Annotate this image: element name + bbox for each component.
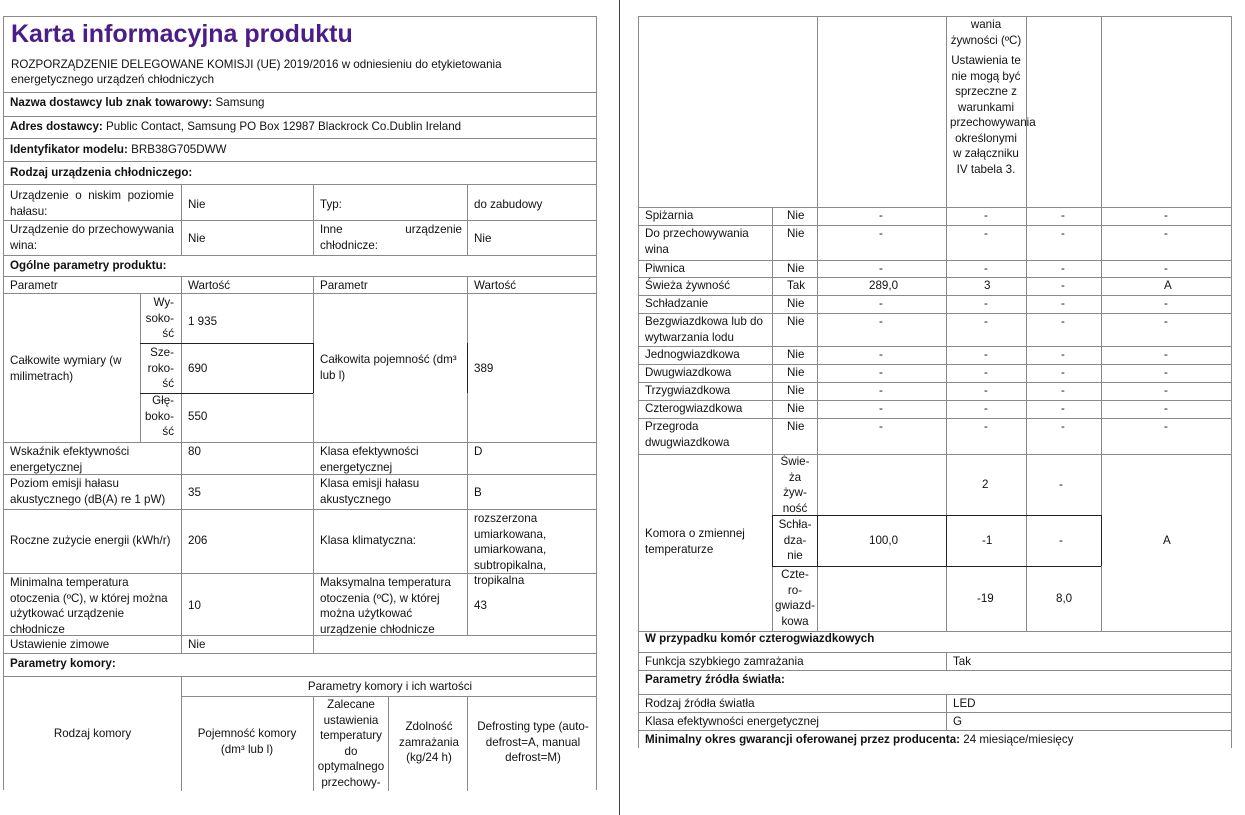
warranty-label: Minimalny okres gwarancji oferowanej przez producenta: — [645, 733, 961, 746]
total-volume-value: 389 — [474, 362, 494, 375]
compartment-name: Świeża żywność — [645, 279, 731, 292]
variable-compartment-defrost: A — [1163, 534, 1171, 547]
supplier-address-row — [10, 119, 461, 135]
compartment-present: Nie — [787, 315, 805, 328]
compartment-present: Nie — [787, 227, 805, 240]
left-page — [3, 16, 597, 790]
compartment-defrost: - — [1164, 402, 1168, 415]
rule — [4, 116, 596, 117]
appliance-type-heading: Rodzaj urządzenia chłodniczego: — [10, 166, 193, 179]
energy-class-value: D — [474, 445, 483, 458]
compartment-name: Spiżarnia — [645, 209, 694, 222]
compartment-temp: - — [984, 402, 988, 415]
compartment-name: Schładzanie — [645, 297, 709, 310]
compartment-present: Nie — [787, 262, 805, 275]
col-compartment-type: Rodzaj komory — [53, 727, 132, 740]
rule — [4, 138, 596, 139]
compartment-freeze: - — [1061, 297, 1065, 310]
model-label: Identyfikator modelu: — [10, 143, 128, 156]
col-recommended-temp-cont: wania żywności (ºC) — [950, 18, 1022, 47]
other-appliance-label: Inne urządzenie chłodnicze: — [320, 223, 462, 252]
compartment-present: Nie — [787, 297, 805, 310]
page-title: Karta informacyjna produktu — [11, 20, 353, 48]
supplier-name-value: Samsung — [215, 96, 265, 109]
wine-value: Nie — [188, 232, 206, 245]
four-star-heading: W przypadku komór czterogwiazdkowych — [645, 632, 875, 645]
height-value: 1 935 — [188, 315, 218, 328]
rule — [4, 184, 596, 185]
compartment-name: Jednogwiazdkowa — [645, 348, 740, 361]
energy-class-label: Klasa efektywności energetycznej — [320, 445, 419, 474]
low-noise-label: Urządzenie o niskim poziomie hałasu: — [10, 189, 174, 218]
temp-note: Ustawienia te nie mogą być sprzeczne z warunkami przechowywania określonymi w załączniku IV tabela 3. — [950, 54, 1036, 176]
compartment-present: Nie — [787, 209, 805, 222]
compartment-volume: - — [879, 209, 883, 222]
compartment-freeze: - — [1061, 348, 1065, 361]
compartment-volume: - — [879, 402, 883, 415]
compartment-present: Nie — [787, 402, 805, 415]
min-temp-label: Minimalna temperatura otoczenia (ºC), w której można użytkować urządzenie chłodnicze — [10, 576, 168, 636]
annual-energy-label: Roczne zużycie energii (kWh/r) — [10, 534, 171, 547]
col-recommended-temp: Zalecane ustawienia temperatury do optymalnego przechowy- — [317, 698, 385, 789]
compartment-defrost: - — [1164, 297, 1168, 310]
low-noise-value: Nie — [188, 198, 206, 211]
max-temp-value: 43 — [474, 599, 487, 612]
compartment-present: Nie — [787, 366, 805, 379]
compartment-present: Nie — [787, 348, 805, 361]
depth-label: Głę- boko- ść — [144, 394, 174, 438]
compartment-freeze: - — [1061, 315, 1065, 328]
compartment-defrost: - — [1164, 315, 1168, 328]
col-value: Wartość — [188, 279, 231, 292]
compartment-temp: - — [984, 227, 988, 240]
eei-label: Wskaźnik efektywności energetycznej — [10, 445, 130, 474]
col-param-2: Parametr — [320, 279, 368, 292]
variable-sub-name: Czte- ro- gwiazd- kowa — [775, 568, 815, 628]
compartment-volume: - — [879, 227, 883, 240]
compartment-temp: - — [984, 209, 988, 222]
compartment-group-header: Parametry komory i ich wartości — [307, 680, 473, 693]
compartment-defrost: - — [1164, 384, 1168, 397]
compartment-name: Piwnica — [645, 262, 685, 275]
col-param: Parametr — [10, 279, 58, 292]
winter-value: Nie — [188, 638, 206, 651]
climate-class-value: rozszerzona umiarkowana, umiarkowana, subtropikalna, tropikalna — [474, 512, 547, 587]
compartment-temp: - — [984, 366, 988, 379]
light-class-label: Klasa efektywności energetycznej — [645, 715, 819, 728]
compartment-name: Trzygwiazdkowa — [645, 384, 731, 397]
fast-freeze-value: Tak — [953, 655, 972, 668]
variable-sub-temp: 2 — [982, 478, 989, 491]
compartment-temp: - — [984, 262, 988, 275]
col-defrost-type: Defrosting type (auto-defrost=A, manual defrost=M) — [477, 720, 589, 764]
supplier-name-label: Nazwa dostawcy lub znak towarowy: — [10, 96, 213, 109]
variable-compartment-name: Komora o zmiennej temperaturze — [645, 527, 745, 556]
compartment-name: Do przechowywania wina — [645, 227, 749, 256]
compartment-present: Nie — [787, 420, 805, 433]
compartment-freeze: - — [1061, 402, 1065, 415]
compartment-volume: - — [879, 262, 883, 275]
supplier-address-value: Public Contact, Samsung PO Box 12987 Blackrock Co.Dublin Ireland — [106, 120, 462, 133]
width-label: Sze- roko- ść — [147, 346, 174, 390]
compartment-volume: - — [879, 297, 883, 310]
page-divider — [619, 0, 620, 815]
model-row — [10, 142, 226, 158]
min-temp-value: 10 — [188, 599, 201, 612]
variable-sub-name: Schła- dza- nie — [778, 518, 812, 562]
supplier-name-row — [10, 95, 265, 111]
variable-sub-temp: -1 — [982, 534, 993, 547]
compartment-volume: - — [879, 366, 883, 379]
compartment-temp: - — [984, 384, 988, 397]
compartment-volume: 289,0 — [869, 279, 899, 292]
variable-sub-freeze: - — [1059, 478, 1063, 491]
climate-class-label: Klasa klimatyczna: — [320, 534, 417, 547]
compartment-temp: - — [984, 348, 988, 361]
compartment-defrost: - — [1164, 209, 1168, 222]
winter-label: Ustawienie zimowe — [10, 638, 110, 651]
compartment-temp: - — [984, 315, 988, 328]
wine-label: Urządzenie do przechowywania wina: — [10, 223, 174, 252]
compartment-freeze: - — [1061, 420, 1065, 433]
compartment-present: Nie — [787, 384, 805, 397]
depth-value: 550 — [188, 410, 208, 423]
width-value: 690 — [188, 362, 208, 375]
warranty-value: 24 miesiące/miesięcy — [963, 733, 1074, 746]
compartment-volume: - — [879, 315, 883, 328]
compartments-heading: Parametry komory: — [10, 657, 116, 670]
light-type-label: Rodzaj źródła światła — [645, 697, 755, 710]
max-temp-label: Maksymalna temperatura otoczenia (ºC), w której można użytkować urządzenie chłodnicze — [320, 576, 451, 636]
variable-sub-freeze: 8,0 — [1056, 592, 1073, 605]
compartment-temp: - — [984, 297, 988, 310]
compartment-defrost: - — [1164, 348, 1168, 361]
light-class-value: G — [953, 715, 963, 728]
variable-compartment-volume: 100,0 — [869, 534, 899, 547]
compartment-volume: - — [879, 384, 883, 397]
total-volume-label: Całkowita pojemność (dm³ lub l) — [320, 353, 457, 382]
dimensions-label: Całkowite wymiary (w milimetrach) — [10, 354, 122, 383]
eei-value: 80 — [188, 445, 201, 458]
row-rule — [639, 454, 1231, 455]
right-page — [638, 16, 1232, 748]
noise-class-label: Klasa emisji hałasu akustycznego — [320, 477, 420, 506]
compartment-freeze: - — [1061, 384, 1065, 397]
other-appliance-value: Nie — [474, 232, 492, 245]
noise-value: 35 — [188, 486, 201, 499]
col-freezing-capacity: Zdolność zamrażania (kg/24 h) — [399, 720, 459, 764]
annual-energy-value: 206 — [188, 534, 208, 547]
compartment-name: Przegroda dwugwiazdkowa — [645, 420, 730, 449]
compartment-temp: - — [984, 420, 988, 433]
compartment-defrost: - — [1164, 420, 1168, 433]
compartment-defrost: A — [1164, 279, 1172, 292]
light-type-value: LED — [953, 697, 976, 710]
height-label: Wy- soko- ść — [145, 296, 174, 340]
compartment-defrost: - — [1164, 366, 1168, 379]
compartment-name: Dwugwiazdkowa — [645, 366, 732, 379]
compartment-freeze: - — [1061, 209, 1065, 222]
compartment-volume: - — [879, 420, 883, 433]
fast-freeze-label: Funkcja szybkiego zamrażania — [645, 655, 804, 668]
rule — [4, 92, 596, 93]
compartment-present: Tak — [787, 279, 806, 292]
regulation-text: ROZPORZĄDZENIE DELEGOWANE KOMISJI (UE) 2019/2016 w odniesieniu do etykietowania energetycznego urządzeń chłodniczych — [11, 58, 502, 86]
noise-label: Poziom emisji hałasu akustycznego (dB(A) re 1 pW) — [10, 477, 166, 506]
compartment-defrost: - — [1164, 227, 1168, 240]
compartment-temp: 3 — [984, 279, 991, 292]
compartment-freeze: - — [1061, 279, 1065, 292]
type-label: Typ: — [320, 198, 342, 211]
compartment-volume: - — [879, 348, 883, 361]
warranty-row — [645, 732, 1073, 748]
light-heading: Parametry źródła światła: — [645, 673, 785, 686]
col-compartment-volume: Pojemność komory (dm³ lub l) — [197, 727, 297, 756]
compartment-name: Bezgwiazdkowa lub do wytwarzania lodu — [645, 315, 763, 344]
variable-sub-name: Świe- ża żyw- ność — [780, 455, 810, 515]
variable-sub-freeze: - — [1059, 534, 1063, 547]
model-value: BRB38G705DWW — [131, 143, 227, 156]
noise-class-value: B — [474, 486, 482, 499]
variable-sub-temp: -19 — [977, 592, 994, 605]
compartment-freeze: - — [1061, 227, 1065, 240]
type-value: do zabudowy — [474, 198, 543, 211]
rule — [4, 161, 596, 162]
col-value-2: Wartość — [474, 279, 517, 292]
supplier-address-label: Adres dostawcy: — [10, 120, 103, 133]
compartment-name: Czterogwiazdkowa — [645, 402, 743, 415]
compartment-freeze: - — [1061, 366, 1065, 379]
compartment-freeze: - — [1061, 262, 1065, 275]
compartment-defrost: - — [1164, 262, 1168, 275]
general-heading: Ogólne parametry produktu: — [10, 259, 167, 272]
